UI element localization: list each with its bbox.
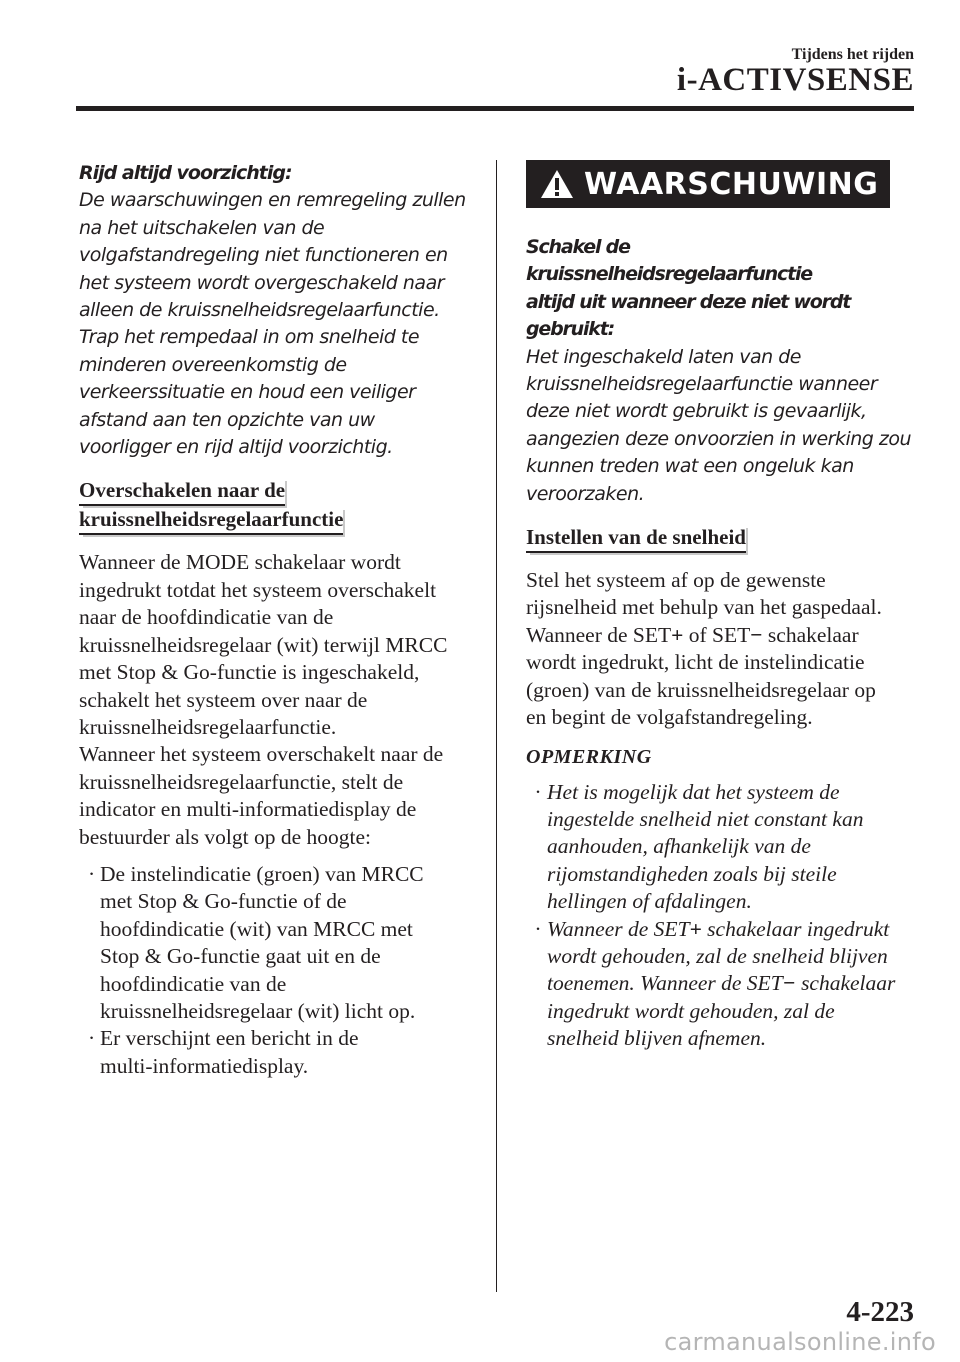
caution-line: volgafstandregeling niet functioneren en: [79, 244, 448, 267]
bullet-dot: ·: [535, 779, 541, 804]
caution-line: Trap het rempedaal in om snelheid te: [79, 326, 420, 349]
page-number: 4-223: [846, 1296, 914, 1328]
warning-line: veroorzaken.: [526, 482, 645, 505]
bullet-line: multi-informatiedisplay.: [100, 1053, 309, 1078]
list-item: [526, 916, 918, 1053]
right-column: [526, 160, 918, 1053]
bullet-line: met Stop & Go-functie of de: [100, 889, 347, 914]
note-line: rijomstandigheden zoals bij steile: [547, 861, 837, 886]
body-text: [79, 549, 474, 850]
subheading-line: Overschakelen naar de: [79, 477, 285, 506]
chapter-title: i-ACTIVSENSE: [676, 62, 914, 98]
caution-line: De waarschuwingen en remregeling zullen: [79, 189, 466, 212]
note-fragment: toenemen. Wanneer de SET: [547, 971, 783, 996]
warning-triangle-icon: [540, 169, 574, 199]
warning-banner: [526, 160, 890, 208]
bullet-line: Stop & Go-functie gaat uit en de: [100, 944, 381, 969]
body-line: Stel het systeem af op de gewenste: [526, 568, 826, 593]
caution-line: het systeem wordt overgeschakeld naar: [79, 271, 445, 294]
note-line: wordt gehouden, zal de snelheid blijven: [547, 943, 888, 968]
note-line: [547, 970, 918, 997]
caution-text: [79, 187, 474, 461]
caution-line: na het uitschakelen van de: [79, 216, 325, 239]
body-line: [526, 622, 918, 649]
body-line: Wanneer de MODE schakelaar wordt: [79, 550, 401, 575]
body-line: kruissnelheidsregelaarfunctie, stelt de: [79, 769, 404, 794]
list-item: [79, 1025, 474, 1080]
body-fragment: schakelaar: [762, 622, 859, 647]
note-fragment: schakelaar: [795, 971, 896, 996]
minus-symbol: −: [782, 971, 796, 996]
body-line: ingedrukt totdat het systeem overschakelt: [79, 577, 437, 602]
list-item: [526, 779, 918, 916]
warning-line: deze niet wordt gebruikt is gevaarlijk,: [526, 400, 867, 423]
caution-heading: Rijd altijd voorzichtig:: [79, 162, 292, 184]
watermark-text: carmanualsonline.info: [664, 1328, 936, 1356]
warning-heading: [526, 234, 918, 344]
caution-line: afstand aan ten opzichte van uw: [79, 408, 375, 431]
subheading-line: kruissnelheidsregelaarfunctie: [79, 506, 343, 535]
plus-symbol: +: [689, 916, 702, 941]
warning-label: WAARSCHUWING: [584, 166, 879, 202]
warning-line: kunnen treden wat een ongeluk kan: [526, 455, 854, 478]
warning-heading-line: Schakel de kruissnelheidsregelaarfunctie: [526, 236, 812, 286]
list-item: [79, 861, 474, 1025]
body-fragment: Wanneer de SET: [526, 622, 672, 647]
caution-line: verkeerssituatie en houd een veiliger: [79, 381, 416, 404]
warning-line: kruissnelheidsregelaarfunctie wanneer: [526, 373, 878, 396]
note-heading: OPMERKING: [526, 745, 652, 768]
body-line: met Stop & Go-functie is ingeschakeld,: [79, 660, 420, 685]
caution-line: voorligger en rijd altijd voorzichtig.: [79, 436, 393, 459]
bullet-line: Er verschijnt een bericht in de: [100, 1026, 359, 1051]
body-text: [526, 567, 918, 731]
warning-line: Het ingeschakeld laten van de: [526, 345, 801, 368]
column-divider: [496, 160, 497, 1292]
note-line: ingestelde snelheid niet constant kan: [547, 806, 864, 831]
note-line: [547, 916, 918, 943]
body-line: bestuurder als volgt op de hoogte:: [79, 824, 371, 849]
note-fragment: schakelaar ingedrukt: [701, 916, 890, 941]
body-line: indicator en multi-informatiedisplay de: [79, 797, 417, 822]
body-line: kruissnelheidsregelaarfunctie.: [79, 714, 337, 739]
bullet-line: De instelindicatie (groen) van MRCC: [100, 861, 424, 886]
body-line: en begint de volgafstandregeling.: [526, 705, 813, 730]
bullet-line: hoofdindicatie (wit) van MRCC met: [100, 916, 413, 941]
note-line: ingedrukt wordt gehouden, zal de: [547, 998, 835, 1023]
note-line: Het is mogelijk dat het systeem de: [547, 779, 840, 804]
left-column: [79, 160, 474, 1080]
header-rule: [76, 106, 914, 111]
body-line: Wanneer het systeem overschakelt naar de: [79, 742, 444, 767]
body-line: wordt ingedrukt, licht de instelindicatie: [526, 650, 865, 675]
minus-symbol: −: [750, 622, 763, 647]
body-line: naar de hoofdindicatie van de: [79, 605, 334, 630]
caution-line: minderen overeenkomstig de: [79, 353, 347, 376]
bullet-list: [79, 861, 474, 1080]
note-list: [526, 779, 918, 1053]
bullet-line: hoofdindicatie van de: [100, 971, 287, 996]
body-line: rijsnelheid met behulp van het gaspedaal.: [526, 595, 882, 620]
plus-symbol: +: [671, 622, 684, 647]
subheading-line: Instellen van de snelheid: [526, 524, 746, 553]
section-title: Tijdens het rijden: [791, 46, 914, 63]
body-line: (groen) van de kruissnelheidsregelaar op: [526, 677, 876, 702]
body-fragment: of SET: [683, 622, 751, 647]
bullet-dot: ·: [535, 916, 541, 941]
subheading-set-speed: [526, 524, 918, 553]
bullet-dot: ·: [88, 1026, 96, 1051]
note-line: snelheid blijven afnemen.: [547, 1026, 767, 1051]
warning-line: aangezien deze onvoorzien in werking zou: [526, 427, 912, 450]
body-line: schakelt het systeem over naar de: [79, 687, 368, 712]
note-line: hellingen of afdalingen.: [547, 889, 752, 914]
bullet-line: kruissnelheidsregelaar (wit) licht op.: [100, 998, 416, 1023]
note-line: aanhouden, afhankelijk van de: [547, 834, 811, 859]
caution-line: alleen de kruissnelheidsregelaarfunctie.: [79, 299, 440, 322]
warning-text: [526, 344, 918, 508]
note-fragment: Wanneer de SET: [547, 916, 690, 941]
bullet-dot: ·: [88, 861, 96, 886]
body-line: kruissnelheidsregelaar (wit) terwijl MRCC: [79, 632, 448, 657]
subheading-switch-mode: [79, 477, 474, 535]
warning-heading-line: altijd uit wanneer deze niet wordt gebruikt:: [526, 290, 851, 341]
